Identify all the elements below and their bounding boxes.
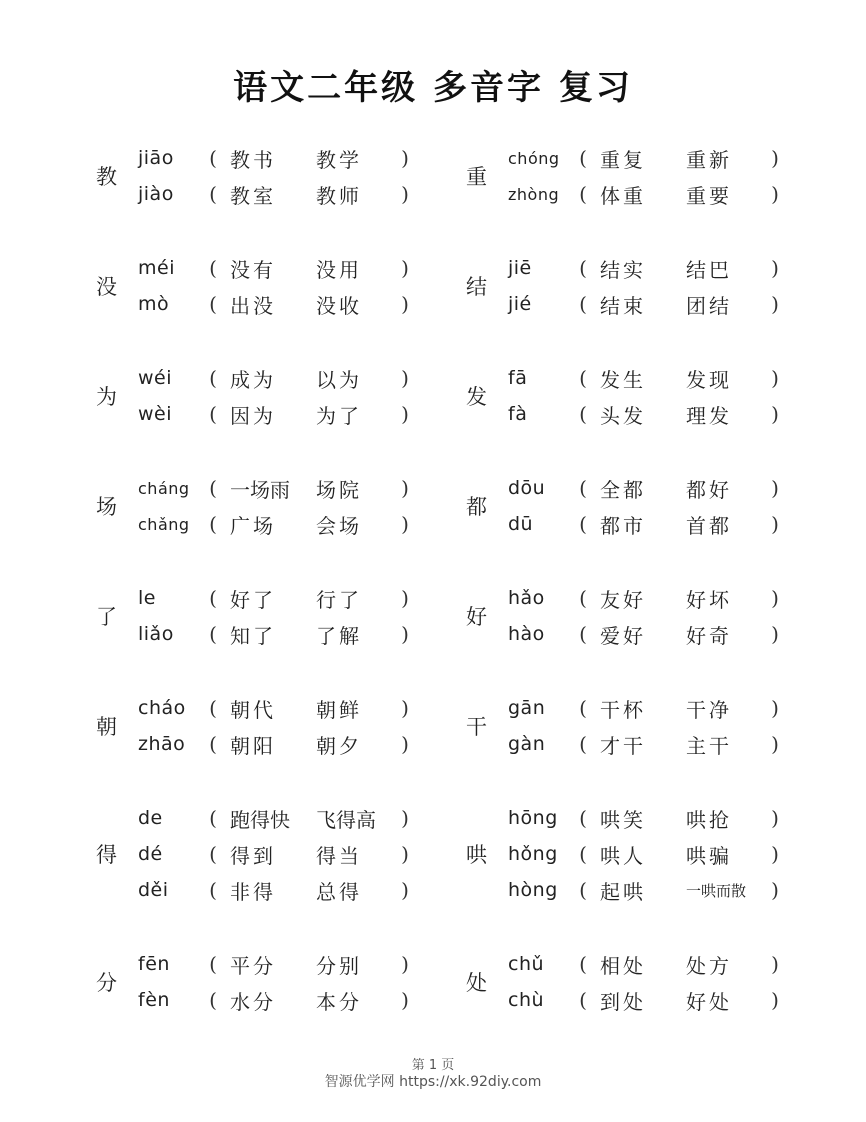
example-word: 因为 <box>230 403 276 428</box>
reading-row <box>138 506 476 542</box>
open-paren: ( <box>579 952 587 976</box>
example-word: 体重 <box>600 183 646 208</box>
reading-row <box>138 726 476 762</box>
open-paren: ( <box>209 696 217 720</box>
reading-row <box>508 470 846 506</box>
open-paren: ( <box>579 146 587 170</box>
open-paren: ( <box>579 366 587 390</box>
polyphone-entry <box>466 250 846 322</box>
open-paren: ( <box>209 622 217 646</box>
example-word: 教室 <box>230 183 276 208</box>
pinyin: de <box>138 807 163 829</box>
polyphone-character: 发 <box>466 385 487 409</box>
close-paren: ) <box>771 586 779 610</box>
pinyin: mò <box>138 293 170 315</box>
open-paren: ( <box>209 366 217 390</box>
site-watermark: 智源优学网 https://xk.92diy.com <box>324 1074 542 1090</box>
pinyin: gàn <box>508 733 546 755</box>
pinyin: wèi <box>138 403 173 425</box>
example-word: 没收 <box>316 293 362 318</box>
open-paren: ( <box>579 732 587 756</box>
open-paren: ( <box>209 806 217 830</box>
close-paren: ) <box>401 952 409 976</box>
example-word: 没有 <box>230 257 276 282</box>
close-paren: ) <box>771 696 779 720</box>
polyphone-character: 分 <box>96 971 117 995</box>
example-word: 相处 <box>600 953 646 978</box>
example-word: 干净 <box>686 697 732 722</box>
open-paren: ( <box>209 586 217 610</box>
reading-row <box>508 616 846 652</box>
pinyin: fà <box>508 403 528 425</box>
close-paren: ) <box>771 256 779 280</box>
reading-row <box>138 690 476 726</box>
polyphone-entry <box>466 470 846 542</box>
example-word: 朝代 <box>230 697 276 722</box>
example-word: 得当 <box>316 843 362 868</box>
example-word: 重新 <box>686 147 732 172</box>
polyphone-entry <box>96 250 476 322</box>
open-paren: ( <box>579 476 587 500</box>
pinyin: chóng <box>508 148 560 168</box>
close-paren: ) <box>771 988 779 1012</box>
polyphone-character: 结 <box>466 275 487 299</box>
reading-row <box>138 140 476 176</box>
polyphone-entry <box>466 360 846 432</box>
example-word: 好处 <box>686 989 732 1014</box>
open-paren: ( <box>579 842 587 866</box>
polyphone-character: 场 <box>96 495 117 519</box>
example-word: 教师 <box>316 183 362 208</box>
reading-row <box>508 800 846 836</box>
open-paren: ( <box>209 256 217 280</box>
pinyin: hǒng <box>508 843 558 865</box>
polyphone-entry <box>96 800 476 908</box>
close-paren: ) <box>771 952 779 976</box>
reading-row <box>138 580 476 616</box>
reading-row <box>508 506 846 542</box>
pinyin: dōu <box>508 477 546 499</box>
close-paren: ) <box>401 806 409 830</box>
pinyin: děi <box>138 879 169 901</box>
open-paren: ( <box>209 292 217 316</box>
example-word: 广场 <box>230 513 276 538</box>
polyphone-character: 了 <box>96 605 117 629</box>
example-word: 知了 <box>230 623 276 648</box>
reading-row <box>138 982 476 1018</box>
reading-row <box>508 580 846 616</box>
reading-row <box>508 836 846 872</box>
example-word: 才干 <box>600 733 646 758</box>
example-word: 重复 <box>600 147 646 172</box>
pinyin: jiào <box>138 183 174 205</box>
pinyin: fèn <box>138 989 170 1011</box>
polyphone-entry <box>96 360 476 432</box>
example-word: 哄人 <box>600 843 646 868</box>
close-paren: ) <box>771 732 779 756</box>
close-paren: ) <box>401 402 409 426</box>
polyphone-character: 好 <box>466 605 487 629</box>
close-paren: ) <box>401 622 409 646</box>
close-paren: ) <box>401 878 409 902</box>
polyphone-character: 哄 <box>466 843 487 867</box>
reading-row <box>138 872 476 908</box>
close-paren: ) <box>771 402 779 426</box>
reading-row <box>508 396 846 432</box>
reading-row <box>508 946 846 982</box>
pinyin: le <box>138 587 156 609</box>
example-word: 水分 <box>230 989 276 1014</box>
polyphone-character: 没 <box>96 275 117 299</box>
example-word: 起哄 <box>600 879 646 904</box>
open-paren: ( <box>579 182 587 206</box>
reading-row <box>138 286 476 322</box>
reading-row <box>508 140 846 176</box>
example-word: 非得 <box>230 879 276 904</box>
polyphone-entry <box>466 140 846 212</box>
polyphone-entry <box>96 470 476 542</box>
pinyin: hōng <box>508 807 558 829</box>
pinyin: liǎo <box>138 623 174 645</box>
close-paren: ) <box>401 732 409 756</box>
close-paren: ) <box>771 476 779 500</box>
example-word: 跑得快 <box>230 807 290 832</box>
open-paren: ( <box>579 292 587 316</box>
open-paren: ( <box>209 878 217 902</box>
open-paren: ( <box>579 402 587 426</box>
left-column <box>96 140 476 1056</box>
pinyin: jié <box>508 293 532 315</box>
open-paren: ( <box>579 622 587 646</box>
pinyin: chù <box>508 989 545 1011</box>
reading-row <box>508 250 846 286</box>
open-paren: ( <box>209 402 217 426</box>
pinyin: zhāo <box>138 733 186 755</box>
close-paren: ) <box>771 292 779 316</box>
close-paren: ) <box>401 256 409 280</box>
polyphone-character: 都 <box>466 495 487 519</box>
reading-row <box>508 872 846 908</box>
pinyin: cháng <box>138 478 190 498</box>
pinyin: jiē <box>508 257 532 279</box>
close-paren: ) <box>401 476 409 500</box>
close-paren: ) <box>401 696 409 720</box>
open-paren: ( <box>209 146 217 170</box>
open-paren: ( <box>579 586 587 610</box>
polyphone-character: 朝 <box>96 715 117 739</box>
example-word: 一哄而散 <box>686 881 747 900</box>
reading-row <box>138 836 476 872</box>
pinyin: fā <box>508 367 528 389</box>
open-paren: ( <box>579 512 587 536</box>
example-word: 成为 <box>230 367 276 392</box>
page-title: 语文二年级 多音字 复习 <box>233 68 633 108</box>
polyphone-character: 为 <box>96 385 117 409</box>
reading-row <box>138 360 476 396</box>
pinyin: hǎo <box>508 587 545 609</box>
pinyin: zhòng <box>508 184 560 204</box>
example-word: 处方 <box>686 953 732 978</box>
open-paren: ( <box>579 256 587 280</box>
close-paren: ) <box>771 366 779 390</box>
pinyin: hào <box>508 623 545 645</box>
pinyin: chǎng <box>138 514 190 534</box>
polyphone-entry <box>96 946 476 1018</box>
open-paren: ( <box>579 696 587 720</box>
reading-row <box>138 616 476 652</box>
pinyin: wéi <box>138 367 173 389</box>
close-paren: ) <box>401 512 409 536</box>
polyphone-entry <box>96 140 476 212</box>
reading-row <box>138 470 476 506</box>
example-word: 哄笑 <box>600 807 646 832</box>
open-paren: ( <box>209 842 217 866</box>
open-paren: ( <box>579 988 587 1012</box>
example-word: 结束 <box>600 293 646 318</box>
example-word: 教书 <box>230 147 276 172</box>
example-word: 发生 <box>600 367 646 392</box>
example-word: 飞得高 <box>316 807 376 832</box>
example-word: 以为 <box>316 367 362 392</box>
pinyin: dé <box>138 843 163 865</box>
open-paren: ( <box>209 988 217 1012</box>
example-word: 了解 <box>316 623 362 648</box>
close-paren: ) <box>401 366 409 390</box>
example-word: 重要 <box>686 183 732 208</box>
close-paren: ) <box>401 586 409 610</box>
close-paren: ) <box>771 512 779 536</box>
pinyin: fēn <box>138 953 170 975</box>
example-word: 到处 <box>600 989 646 1014</box>
reading-row <box>138 800 476 836</box>
reading-row <box>508 982 846 1018</box>
close-paren: ) <box>401 146 409 170</box>
polyphone-entry <box>466 946 846 1018</box>
pinyin: chǔ <box>508 953 545 975</box>
polyphone-character: 重 <box>466 165 487 189</box>
open-paren: ( <box>209 732 217 756</box>
example-word: 结巴 <box>686 257 732 282</box>
close-paren: ) <box>771 806 779 830</box>
example-word: 没用 <box>316 257 362 282</box>
example-word: 干杯 <box>600 697 646 722</box>
reading-row <box>508 726 846 762</box>
open-paren: ( <box>209 476 217 500</box>
example-word: 总得 <box>316 879 362 904</box>
example-word: 出没 <box>230 293 276 318</box>
example-word: 教学 <box>316 147 362 172</box>
open-paren: ( <box>579 878 587 902</box>
example-word: 平分 <box>230 953 276 978</box>
pinyin: cháo <box>138 697 186 719</box>
reading-row <box>138 250 476 286</box>
example-word: 爱好 <box>600 623 646 648</box>
example-word: 头发 <box>600 403 646 428</box>
reading-row <box>508 286 846 322</box>
example-word: 发现 <box>686 367 732 392</box>
open-paren: ( <box>209 952 217 976</box>
polyphone-entry <box>466 800 846 908</box>
example-word: 分别 <box>316 953 362 978</box>
open-paren: ( <box>579 806 587 830</box>
example-word: 哄抢 <box>686 807 732 832</box>
example-word: 好奇 <box>686 623 732 648</box>
polyphone-entry <box>96 580 476 652</box>
reading-row <box>138 176 476 212</box>
example-word: 好坏 <box>686 587 732 612</box>
pinyin: hòng <box>508 879 558 901</box>
pinyin: dū <box>508 513 534 535</box>
example-word: 友好 <box>600 587 646 612</box>
polyphone-entry <box>96 690 476 762</box>
example-word: 朝阳 <box>230 733 276 758</box>
page-number: 第 1 页 <box>411 1058 455 1073</box>
example-word: 哄骗 <box>686 843 732 868</box>
close-paren: ) <box>771 622 779 646</box>
close-paren: ) <box>771 842 779 866</box>
example-word: 全都 <box>600 477 646 502</box>
example-word: 好了 <box>230 587 276 612</box>
open-paren: ( <box>209 512 217 536</box>
example-word: 结实 <box>600 257 646 282</box>
reading-row <box>508 176 846 212</box>
polyphone-entry <box>466 580 846 652</box>
example-word: 朝夕 <box>316 733 362 758</box>
reading-row <box>138 946 476 982</box>
example-word: 一场雨 <box>230 477 290 502</box>
polyphone-character: 干 <box>466 715 487 739</box>
example-word: 都好 <box>686 477 732 502</box>
example-word: 行了 <box>316 587 362 612</box>
pinyin: gān <box>508 697 546 719</box>
open-paren: ( <box>209 182 217 206</box>
close-paren: ) <box>771 878 779 902</box>
polyphone-character: 得 <box>96 843 117 867</box>
close-paren: ) <box>401 842 409 866</box>
polyphone-character: 处 <box>466 971 487 995</box>
example-word: 为了 <box>316 403 362 428</box>
polyphone-entry <box>466 690 846 762</box>
polyphone-character: 教 <box>96 165 117 189</box>
example-word: 朝鲜 <box>316 697 362 722</box>
pinyin: jiāo <box>138 147 174 169</box>
close-paren: ) <box>771 146 779 170</box>
example-word: 理发 <box>686 403 732 428</box>
close-paren: ) <box>401 182 409 206</box>
close-paren: ) <box>771 182 779 206</box>
example-word: 本分 <box>316 989 362 1014</box>
example-word: 场院 <box>316 477 362 502</box>
close-paren: ) <box>401 988 409 1012</box>
example-word: 得到 <box>230 843 276 868</box>
reading-row <box>508 690 846 726</box>
example-word: 会场 <box>316 513 362 538</box>
right-column <box>466 140 846 1056</box>
close-paren: ) <box>401 292 409 316</box>
example-word: 首都 <box>686 513 732 538</box>
example-word: 团结 <box>686 293 732 318</box>
reading-row <box>508 360 846 396</box>
reading-row <box>138 396 476 432</box>
pinyin: méi <box>138 257 175 279</box>
example-word: 都市 <box>600 513 646 538</box>
example-word: 主干 <box>686 733 732 758</box>
